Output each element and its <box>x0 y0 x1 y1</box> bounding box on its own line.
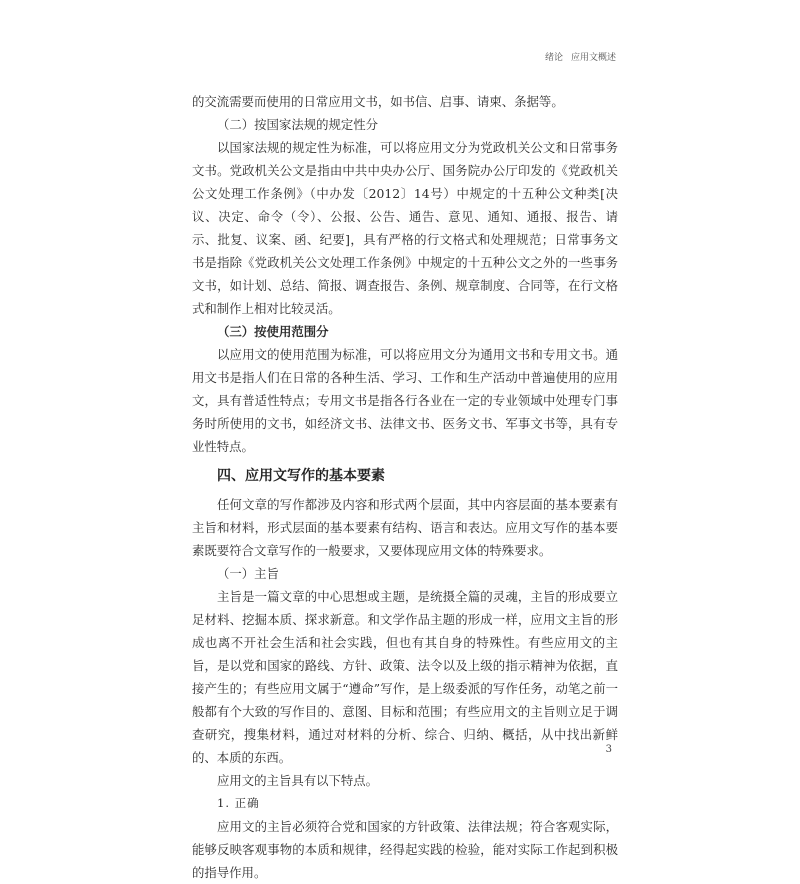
running-header <box>545 50 616 63</box>
subheading-theme: （一）主旨 <box>217 566 279 581</box>
running-header-section: 应用文概述 <box>570 53 616 63</box>
paragraph-correct: 应用文的主旨必须符合党和国家的方针政策、法律法规；符合客观实际，能够反映客观事物的本质和规律，经得起实践的检验，能对实际工作起到积极的指导作用。 <box>192 819 618 880</box>
paragraph-theme: 主旨是一篇文章的中心思想或主题，是统摄全篇的灵魂，主旨的形成要立足材料、挖掘本质、探求新意。和文学作品主题的形成一样，应用文主旨的形成也离不开社会生活和社会实践，但也有其自身的特殊性。有些应用文的主旨，是以党和国家的路线、方针、政策、法令以及上级的指示精神为依据，直接产生的；有些应用文属于“遵命”写作，是上级委派的写作任务，动笔之前一般都有个大致的写作目的、意图、目标和范围；有些应用文的主旨则立足于调查研究，搜集材料，通过对材料的分析、综合、归纳、概括，从中找出新鲜的、本质的东西。 <box>192 589 618 765</box>
numbered-heading-correct: 1. 正确 <box>217 796 260 810</box>
paragraph-basic-elements: 任何文章的写作都涉及内容和形式两个层面，其中内容层面的基本要素有主旨和材料，形式层面的基本要素有结构、语言和表达。应用文写作的基本要素既要符合文章写作的一般要求，又要体现应用文体的特殊要求。 <box>192 497 618 558</box>
paragraph-by-law: 以国家法规的规定性为标准，可以将应用文分为党政机关公文和日常事务文书。党政机关公文是指由中共中央办公厅、国务院办公厅印发的《党政机关公文处理工作条例》（中办发〔2012〕14号）中规定的十五种公文种类[决议、决定、命令（令）、公报、公告、通告、意见、通知、通报、报告、请示、批复、议案、函、纪要]，具有严格的行文格式和处理规范；日常事务文书是指除《党政机关公文处理工作条例》中规定的十五种公文之外的一些事务文书，如计划、总结、简报、调查报告、条例、规章制度、合同等，在行文格式和制作上相对比较灵活。 <box>192 140 618 316</box>
page-number: 3 <box>605 744 612 755</box>
section-heading-basic-elements: 四、应用文写作的基本要素 <box>217 468 385 484</box>
subheading-by-scope: （三）按使用范围分 <box>217 324 329 339</box>
subheading-by-law: （二）按国家法规的规定性分 <box>217 117 379 132</box>
paragraph-intro-continuation: 的交流需要而使用的日常应用文书，如书信、启事、请柬、条据等。 <box>192 94 564 109</box>
paragraph-by-scope: 以应用文的使用范围为标准，可以将应用文分为通用文书和专用文书。通用文书是指人们在日常的各种生活、学习、工作和生产活动中普遍使用的应用文，具有普适性特点；专用文书是指各行各业在一定的专业领域中处理专门事务时所使用的文书，如经济文书、法律文书、医务文书、军事文书等，具有专业性特点。 <box>192 347 618 454</box>
running-header-chapter: 绪论 <box>544 53 563 63</box>
paragraph-theme-traits: 应用文的主旨具有以下特点。 <box>217 773 379 788</box>
page-body <box>192 90 618 884</box>
